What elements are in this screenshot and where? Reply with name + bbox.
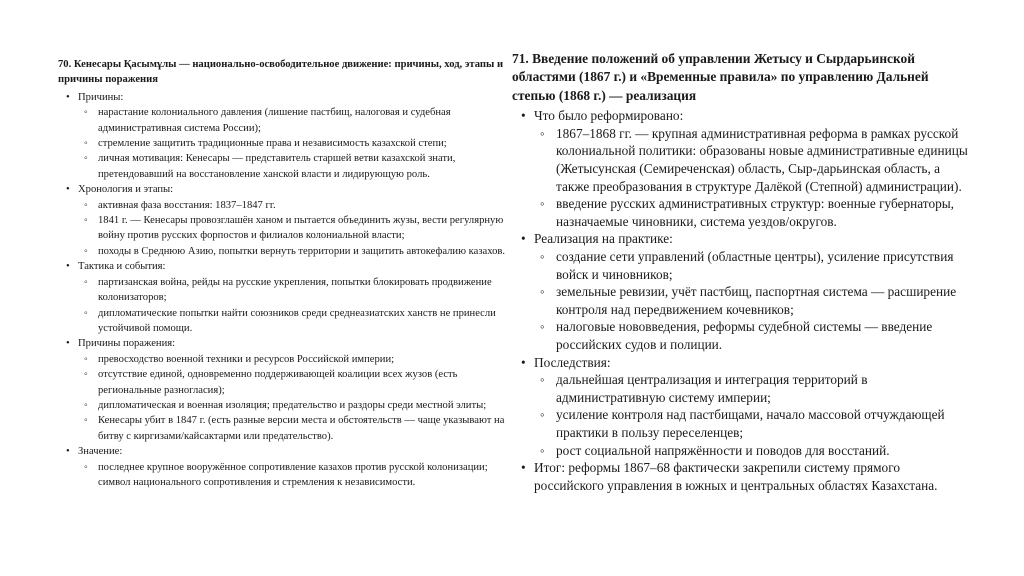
sub-list xyxy=(82,105,510,182)
sub-list-item: ◦ отсутствие единой, одновременно поддерживающей коалиции всех жузов (есть региональные разногласия); xyxy=(82,367,510,398)
sub-list xyxy=(538,371,972,459)
section-item xyxy=(512,354,972,460)
sub-list-item: ◦ земельные ревизии, учёт пастбищ, паспортная система — расширение контроля над передвижением кочевников; xyxy=(538,283,972,318)
section-heading: Значение: xyxy=(78,446,123,458)
section-heading: Реализация на практике: xyxy=(534,231,673,247)
section-heading: Хронология и этапы: xyxy=(78,184,174,196)
section-item xyxy=(512,107,972,230)
left-column xyxy=(58,57,510,490)
sub-list-item: ◦ партизанская война, рейды на русские укрепления, попытки блокировать продвижение колонизаторов; xyxy=(82,275,510,306)
left-section-list xyxy=(58,90,510,491)
sub-list xyxy=(82,460,510,491)
sub-list-item: ◦ дальнейшая централизация и интеграция территорий в административную систему империи; xyxy=(538,371,972,406)
sub-list xyxy=(538,248,972,354)
section-heading: Тактика и события: xyxy=(78,261,166,273)
section-heading: Что было реформировано: xyxy=(534,108,684,124)
sub-list-item: ◦ личная мотивация: Кенесары — представитель старшей ветви казахской знати, претендовавший на восстановление ханской власти и лидирующую роль. xyxy=(82,151,510,182)
section-heading: Последствия: xyxy=(534,354,611,370)
sub-list-item: ◦ налоговые нововведения, реформы судебной системы — введение российских судов и полиции. xyxy=(538,318,972,353)
sub-list-item: ◦ Кенесары убит в 1847 г. (есть разные версии места и обстоятельств — чаще указывают на битву с киргизами/кайсактарми или предательство). xyxy=(82,413,510,444)
sub-list xyxy=(82,198,510,260)
sub-list-item: ◦ дипломатическая и военная изоляция; предательство и раздоры среди местной элиты; xyxy=(82,398,510,413)
sub-list xyxy=(82,352,510,444)
sub-list-item: ◦ активная фаза восстания: 1837–1847 гг. xyxy=(82,198,510,213)
sub-list-item: ◦ рост социальной напряжённости и поводов для восстаний. xyxy=(538,442,972,460)
section-item xyxy=(58,182,510,259)
right-column xyxy=(512,50,972,494)
left-title: 70. Кенесары Қасымұлы — национально-освободительное движение: причины, ход, этапы и причины поражения xyxy=(58,59,504,86)
sub-list-item: ◦ 1867–1868 гг. — крупная административная реформа в рамках русской колониальной политики: образованы новые административные единицы (Жетысунская (Семиреченская) область, Сыр-дарьинская область, а также преобразования в структуре Далёкой (Степной) администрации). xyxy=(538,125,972,195)
sub-list-item: ◦ усиление контроля над пастбищами, начало массовой отчуждающей практики в пользу переселенцев; xyxy=(538,406,972,441)
sub-list-item: ◦ превосходство военной техники и ресурсов Российской империи; xyxy=(82,352,510,367)
section-heading: Итог: реформы 1867–68 фактически закрепили систему прямого российского управления в южных и центральных областях Казахстана. xyxy=(534,460,938,493)
sub-list-item: ◦ последнее крупное вооружённое сопротивление казахов против русской колонизации; символ национального сопротивления и стремления к независимости. xyxy=(82,460,510,491)
sub-list-item: ◦ походы в Среднюю Азию, попытки вернуть территории и защитить автокефалию казахов. xyxy=(82,244,510,259)
section-item xyxy=(512,459,972,494)
sub-list-item: ◦ нарастание колониального давления (лишение пастбищ, налоговая и судебная административная система России); xyxy=(82,105,510,136)
right-section-list xyxy=(512,107,972,494)
sub-list xyxy=(82,275,510,337)
section-item xyxy=(58,259,510,336)
sub-list xyxy=(538,125,972,231)
section-item xyxy=(58,444,510,490)
section-heading: Причины поражения: xyxy=(78,338,176,350)
sub-list-item: ◦ стремление защитить традиционные права и независимость казахской степи; xyxy=(82,136,510,151)
section-item xyxy=(58,90,510,182)
section-heading: Причины: xyxy=(78,91,124,103)
section-item xyxy=(58,336,510,444)
sub-list-item: ◦ создание сети управлений (областные центры), усиление присутствия войск и чиновников; xyxy=(538,248,972,283)
right-title: 71. Введение положений об управлении Жетысу и Сырдарьинской областями (1867 г.) и «Временные правила» по управлению Дальней степью (1868 г.) — реализация xyxy=(512,51,929,103)
sub-list-item: ◦ дипломатические попытки найти союзников среди среднеазиатских ханств не принесли устойчивой помощи. xyxy=(82,306,510,337)
section-item xyxy=(512,230,972,353)
sub-list-item: ◦ введение русских административных структур: военные губернаторы, назначаемые чиновники, система уездов/округов. xyxy=(538,195,972,230)
sub-list-item: ◦ 1841 г. — Кенесары провозглашён ханом и пытается объединить жузы, вести регулярную войну против русских форпостов и филиалов колониальной власти; xyxy=(82,213,510,244)
